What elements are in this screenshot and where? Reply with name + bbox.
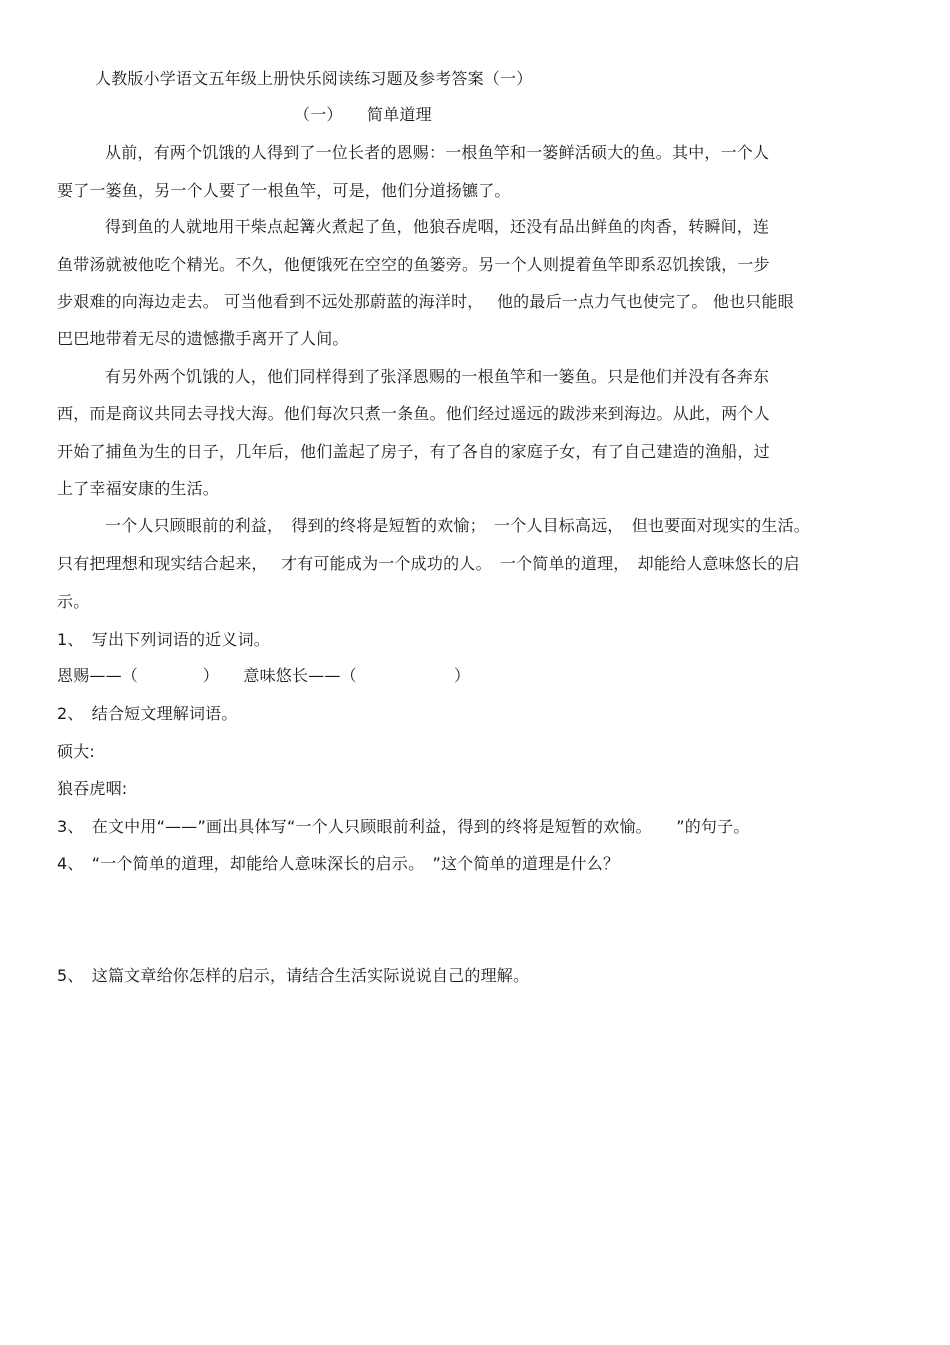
paragraph-1-line-1: 从前，有两个饥饿的人得到了一位长者的恩赐：一根鱼竿和一篓鲜活硕大的鱼。其中，一个人: [105, 143, 770, 162]
document-title: 人教版小学语文五年级上册快乐阅读练习题及参考答案（一）: [95, 69, 533, 88]
question-4: 4、 “一个简单的道理，却能给人意味深长的启示。 ”这个简单的道理是什么？: [57, 854, 620, 873]
paragraph-4-line-3: 示。: [57, 592, 90, 611]
paragraph-2-line-1: 得到鱼的人就地用干柴点起篝火煮起了鱼，他狼吞虎咽，还没有品出鲜鱼的肉香，转瞬间，连: [105, 217, 770, 236]
paragraph-3-line-3: 开始了捕鱼为生的日子，几年后，他们盖起了房子，有了各自的家庭子女，有了自己建造的渔船，过: [57, 442, 770, 461]
paragraph-4-line-2: 只有把理想和现实结合起来， 才有可能成为一个成功的人。 一个简单的道理， 却能给人意味悠长的启: [57, 554, 800, 573]
question-3: 3、 在文中用“——”画出具体写“一个人只顾眼前利益，得到的终将是短暂的欢愉。 ”的句子。: [57, 817, 750, 836]
section-title: （一） 简单道理: [294, 105, 432, 124]
question-1: 1、 写出下列词语的近义词。: [57, 630, 270, 649]
paragraph-3-line-2: 西，而是商议共同去寻找大海。他们每次只煮一条鱼。他们经过遥远的跋涉来到海边。从此，两个人: [57, 404, 770, 423]
paragraph-1-line-2: 要了一篓鱼，另一个人要了一根鱼竿，可是，他们分道扬镳了。: [57, 181, 511, 200]
question-1-blanks: 恩赐——（ ） 意味悠长——（ ）: [57, 666, 471, 685]
paragraph-2-line-4: 巴巴地带着无尽的遗憾撒手离开了人间。: [57, 329, 349, 348]
question-2-item-a: 硕大:: [57, 742, 95, 761]
question-2-item-b: 狼吞虎咽:: [57, 779, 128, 798]
paragraph-2-line-2: 鱼带汤就被他吃个精光。不久，他便饿死在空空的鱼篓旁。另一个人则提着鱼竿即系忍饥挨饿，一步: [57, 255, 770, 274]
paragraph-3-line-4: 上了幸福安康的生活。: [57, 479, 220, 498]
paragraph-2-line-3: 步艰难的向海边走去。 可当他看到不远处那蔚蓝的海洋时， 他的最后一点力气也使完了。 他也只能眼: [57, 292, 794, 311]
question-2: 2、 结合短文理解词语。: [57, 704, 238, 723]
paragraph-3-line-1: 有另外两个饥饿的人，他们同样得到了张泽恩赐的一根鱼竿和一篓鱼。只是他们并没有各奔东: [105, 367, 770, 386]
paragraph-4-line-1: 一个人只顾眼前的利益， 得到的终将是短暂的欢愉； 一个人目标高远， 但也要面对现实的生活。: [105, 516, 811, 535]
question-5: 5、 这篇文章给你怎样的启示，请结合生活实际说说自己的理解。: [57, 966, 530, 985]
